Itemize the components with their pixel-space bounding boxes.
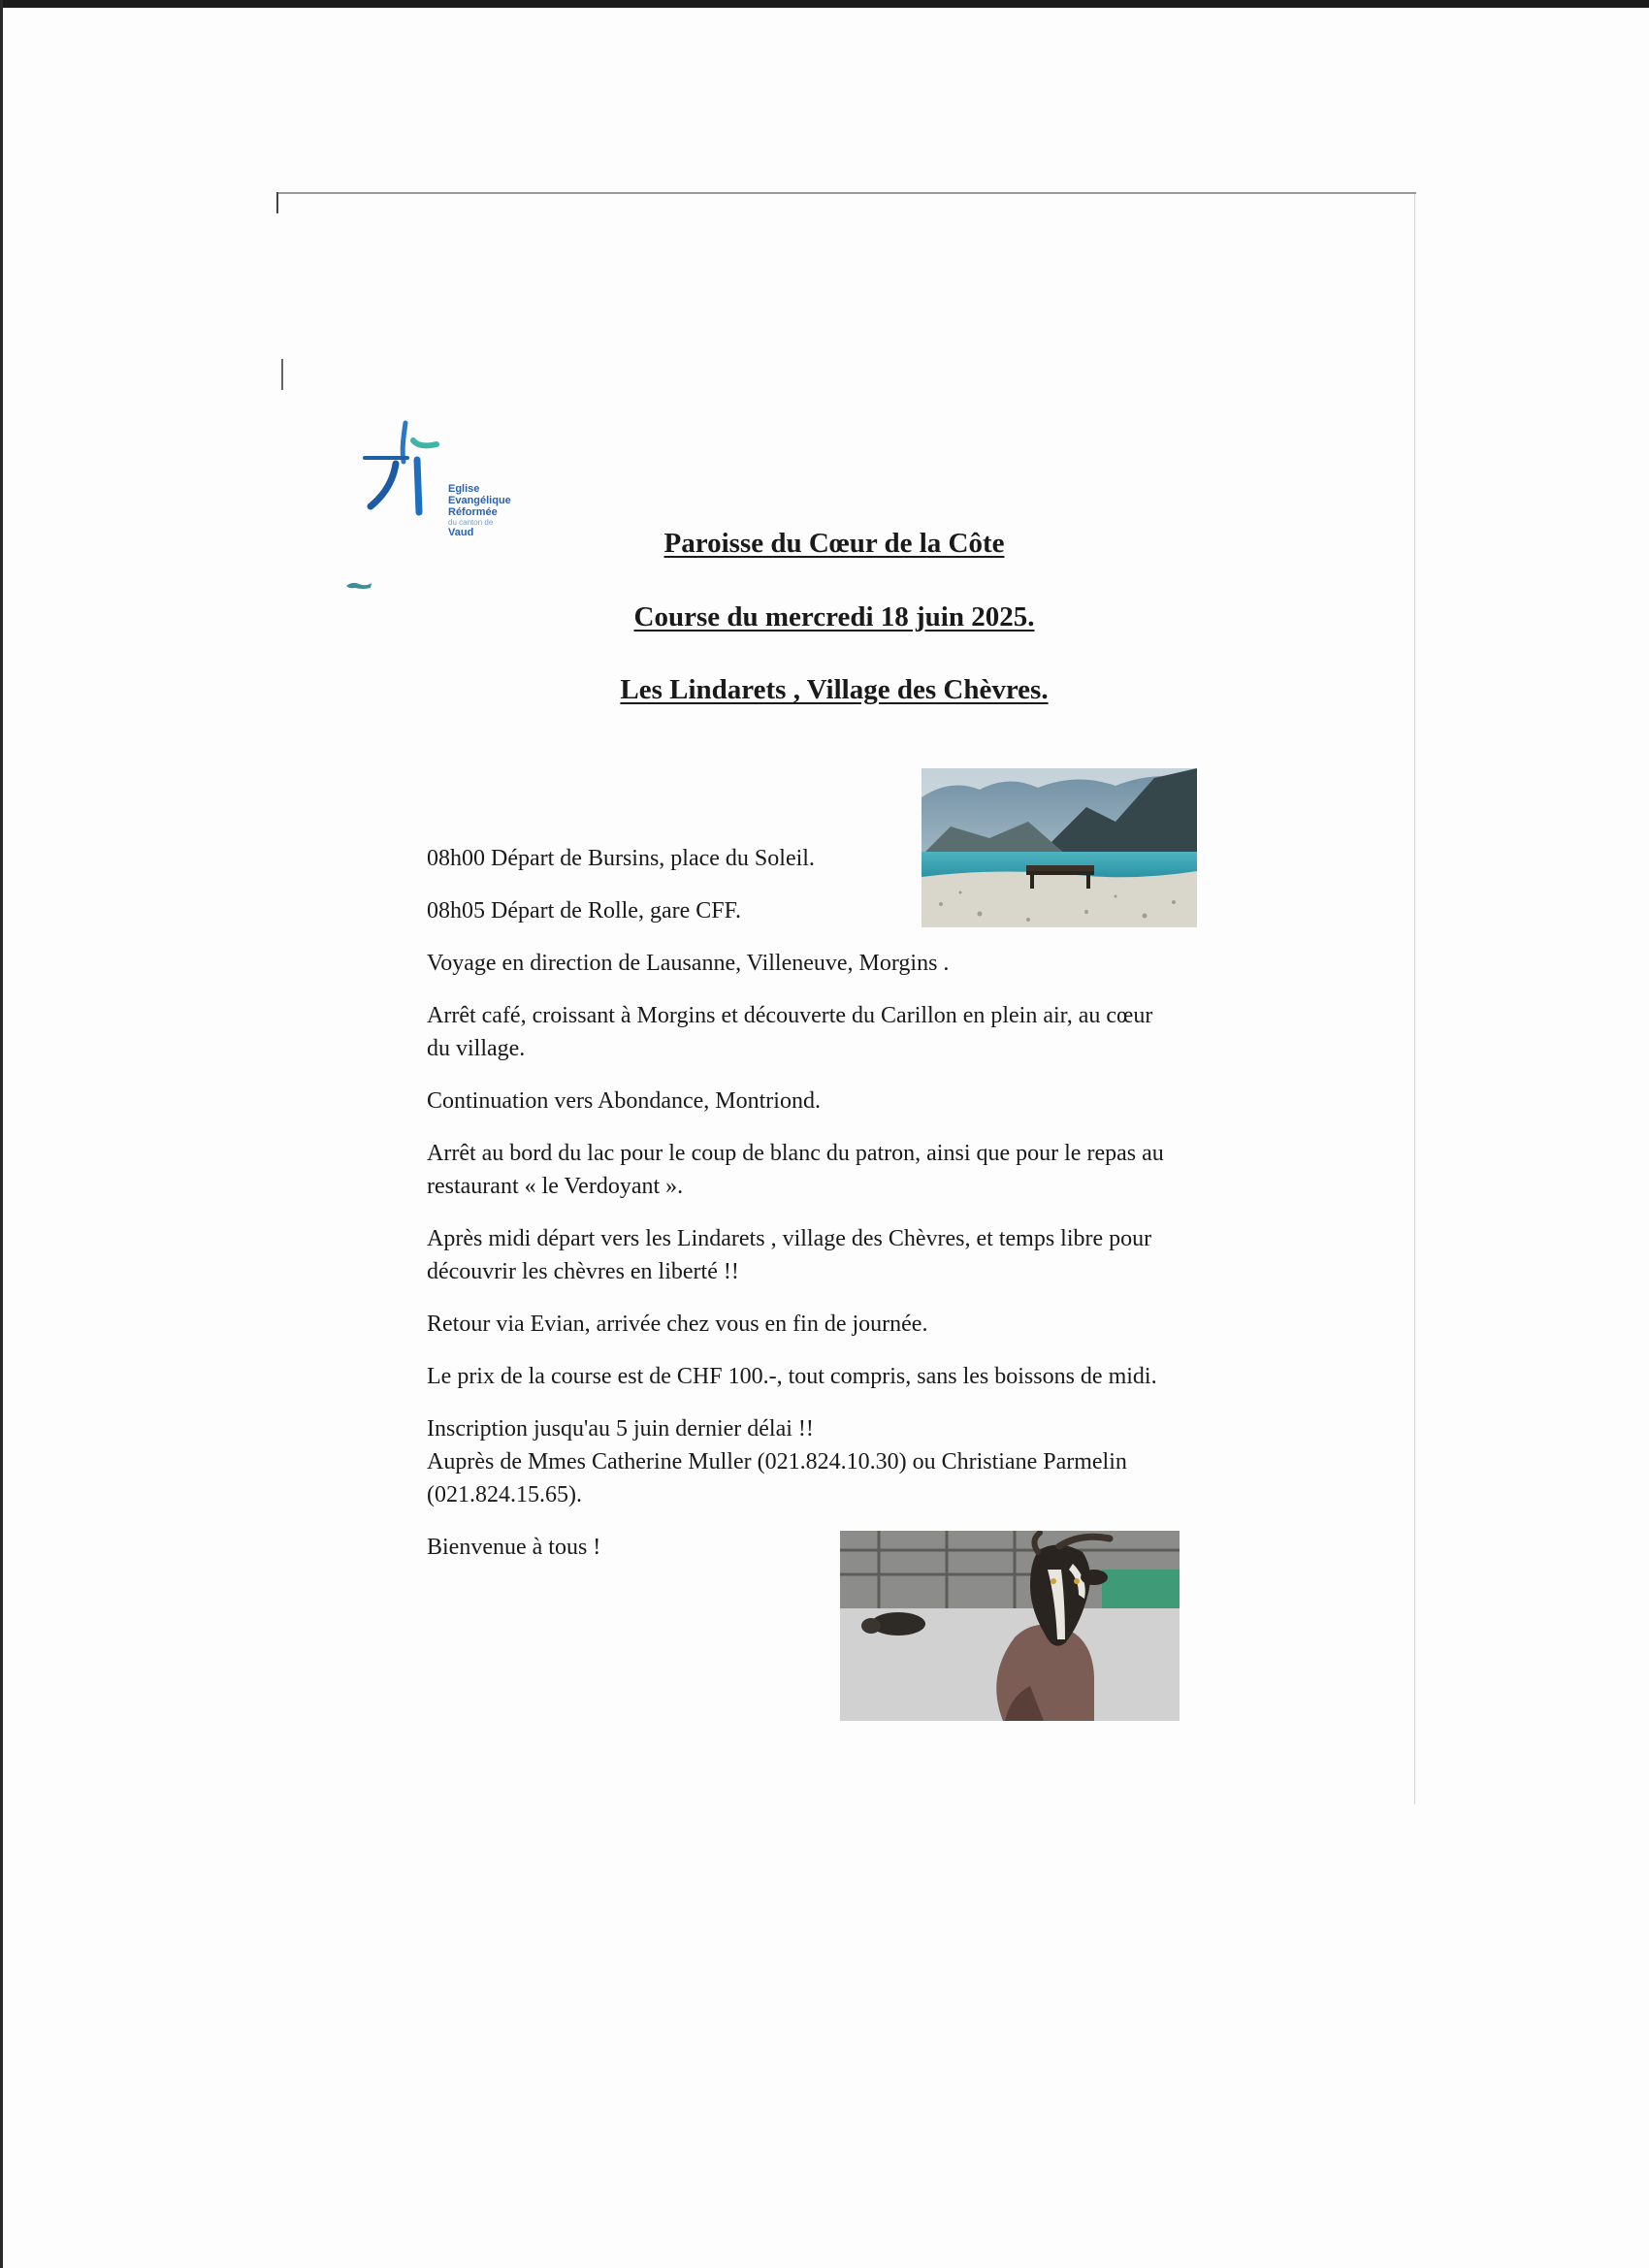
church-logo bbox=[359, 419, 524, 538]
program-text bbox=[427, 842, 1242, 1564]
program-paragraph bbox=[427, 842, 1242, 875]
logo-line: Eglise bbox=[448, 483, 480, 495]
logo-line-small: du canton de bbox=[448, 518, 494, 527]
program-paragraph bbox=[427, 1412, 1242, 1511]
program-line: du village. bbox=[427, 1036, 526, 1061]
program-line: Après midi départ vers les Lindarets , village des Chèvres, et temps libre pour bbox=[427, 1226, 1152, 1251]
program-line: Bienvenue à tous ! bbox=[427, 1535, 601, 1560]
program-line: Arrêt au bord du lac pour le coup de blanc du patron, ainsi que pour le repas au bbox=[427, 1141, 1164, 1166]
church-cross-icon bbox=[359, 419, 446, 516]
logo-line: Réformée bbox=[448, 506, 498, 518]
logo-line: Evangélique bbox=[448, 495, 511, 506]
page-edge-right bbox=[1414, 194, 1415, 1804]
goat-photo-image bbox=[840, 1531, 1180, 1721]
page-edge-top bbox=[276, 192, 1416, 194]
program-paragraph bbox=[427, 1137, 1242, 1203]
program-line: Arrêt café, croissant à Morgins et découverte du Carillon en plein air, au cœur bbox=[427, 1003, 1153, 1028]
page-edge-corner bbox=[276, 192, 278, 213]
event-title: Course du mercredi 18 juin 2025. bbox=[633, 601, 1035, 632]
program-paragraph bbox=[427, 1222, 1242, 1288]
scan-border-top bbox=[0, 0, 1649, 8]
program-line: découvrir les chèvres en liberté !! bbox=[427, 1259, 739, 1284]
program-line: Auprès de Mmes Catherine Muller (021.824.10.30) ou Christiane Parmelin bbox=[427, 1449, 1127, 1474]
program-line: Le prix de la course est de CHF 100.-, tout compris, sans les boissons de midi. bbox=[427, 1364, 1157, 1389]
program-paragraph bbox=[427, 1360, 1242, 1393]
scan-border-left bbox=[0, 0, 3, 2268]
program-line: Inscription jusqu'au 5 juin dernier délai !! bbox=[427, 1416, 814, 1442]
program-paragraph bbox=[427, 999, 1242, 1065]
program-paragraph bbox=[427, 947, 1242, 980]
program-paragraph bbox=[427, 1308, 1242, 1341]
program-line: 08h05 Départ de Rolle, gare CFF. bbox=[427, 898, 742, 923]
program-line: 08h00 Départ de Bursins, place du Soleil. bbox=[427, 846, 815, 871]
logo-line: Vaud bbox=[448, 527, 474, 538]
program-line: Retour via Evian, arrivée chez vous en fin de journée. bbox=[427, 1312, 928, 1337]
program-line: Continuation vers Abondance, Montriond. bbox=[427, 1088, 821, 1114]
program-paragraph bbox=[427, 1085, 1242, 1118]
program-line: (021.824.15.65). bbox=[427, 1482, 582, 1507]
parish-title: Paroisse du Cœur de la Côte bbox=[663, 528, 1005, 559]
program-line: restaurant « le Verdoyant ». bbox=[427, 1174, 684, 1199]
scan-mark bbox=[281, 359, 283, 390]
program-line: Voyage en direction de Lausanne, Villeneuve, Morgins . bbox=[427, 951, 950, 976]
scan-smudge bbox=[345, 580, 372, 590]
program-paragraph bbox=[427, 894, 1242, 927]
destination-title: Les Lindarets , Village des Chèvres. bbox=[620, 674, 1049, 705]
